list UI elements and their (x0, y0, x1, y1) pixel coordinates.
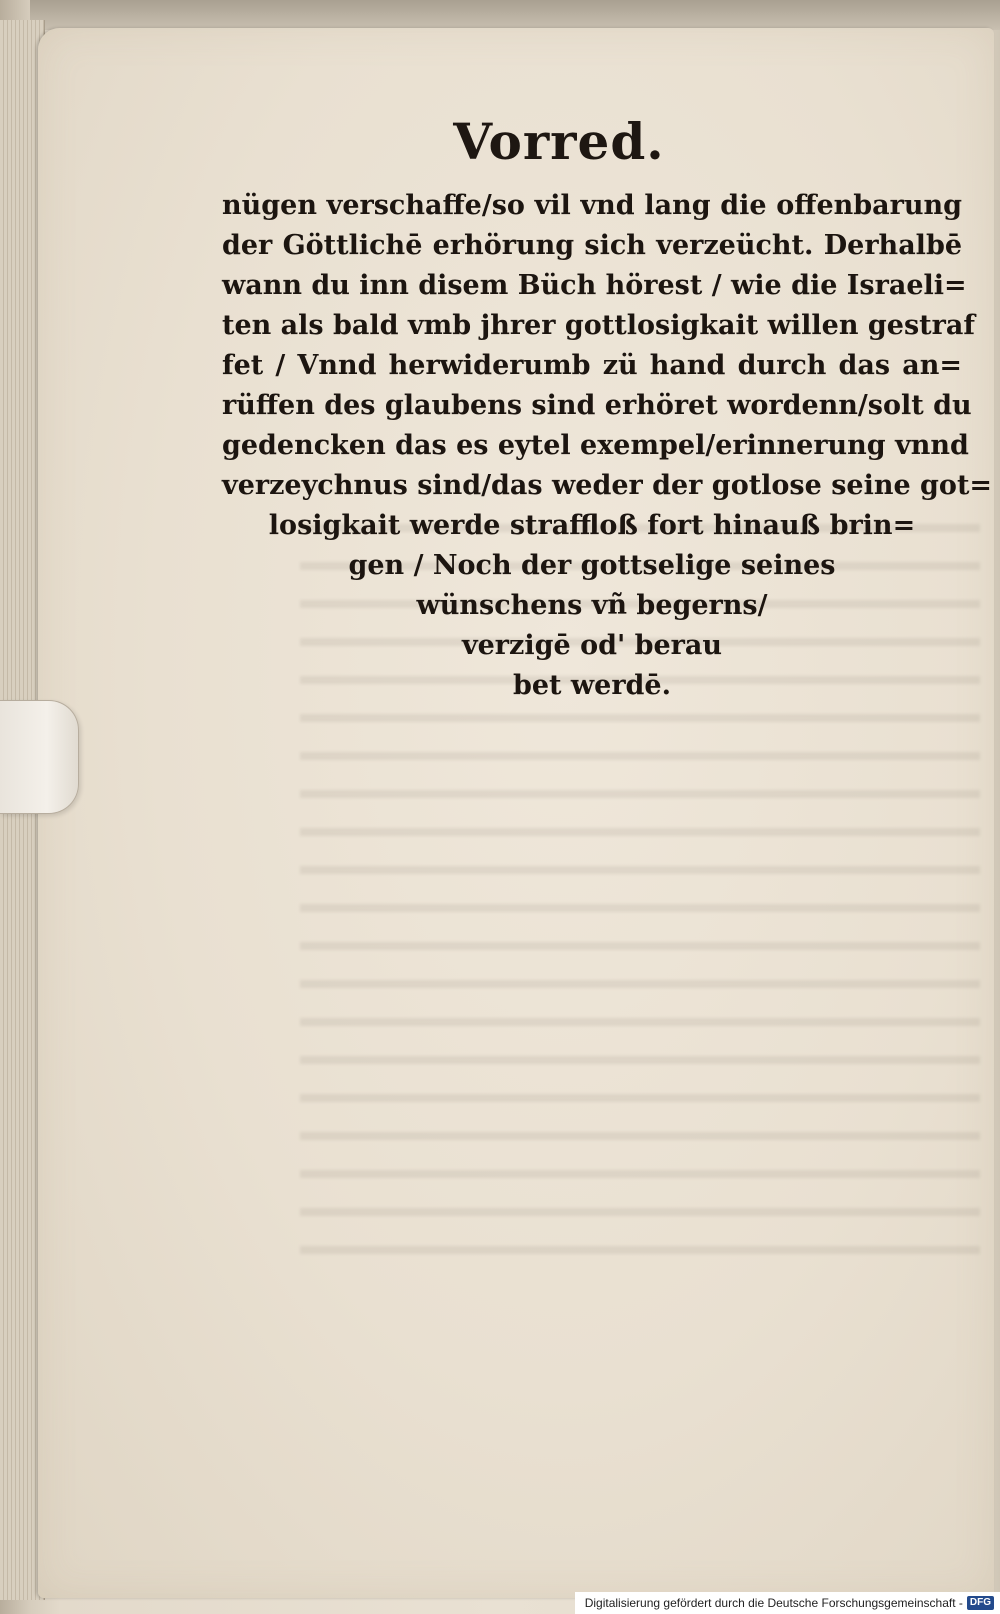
text-line: wünschens vñ begerns/ (416, 590, 768, 621)
text-line: verzigē od' berau (461, 630, 723, 661)
text-line: fet / Vnnd herwiderumb zü hand durch das an= (222, 350, 962, 381)
text-line: verzeychnus sind/das weder der gotlose seine got= (222, 470, 993, 501)
text-line: losigkait werde straffloß fort hinauß brin= (268, 510, 916, 541)
body-text-block (222, 186, 993, 706)
footer-credit: Digitalisierung gefördert durch die Deutsche Forschungsgemeinschaft - (584, 1596, 963, 1610)
text-line: rüffen des glaubens sind erhöret wordenn/solt du (222, 390, 972, 421)
page-clip-tab (0, 700, 79, 814)
digitization-footer (575, 1592, 1000, 1614)
text-line: wann du inn disem Büch hörest / wie die Israeli= (222, 270, 967, 301)
text-line: gen / Noch der gottselige seines (348, 550, 836, 581)
text-line: nügen verschaffe/so vil vnd lang die offenbarung (222, 190, 962, 221)
text-line: gedencken das es eytel exempel/erinnerung vnnd (222, 430, 969, 461)
text-line: ten als bald vmb jhrer gottlosigkait willen gestraf (222, 310, 975, 341)
dfg-logo-icon: DFG (967, 1596, 994, 1610)
page-heading: Vorred. (453, 112, 665, 171)
text-line: der Göttlichē erhörung sich verzeücht. Derhalbē (222, 230, 962, 261)
text-line: bet werdē. (512, 670, 672, 701)
book-top-edge (30, 0, 1000, 30)
